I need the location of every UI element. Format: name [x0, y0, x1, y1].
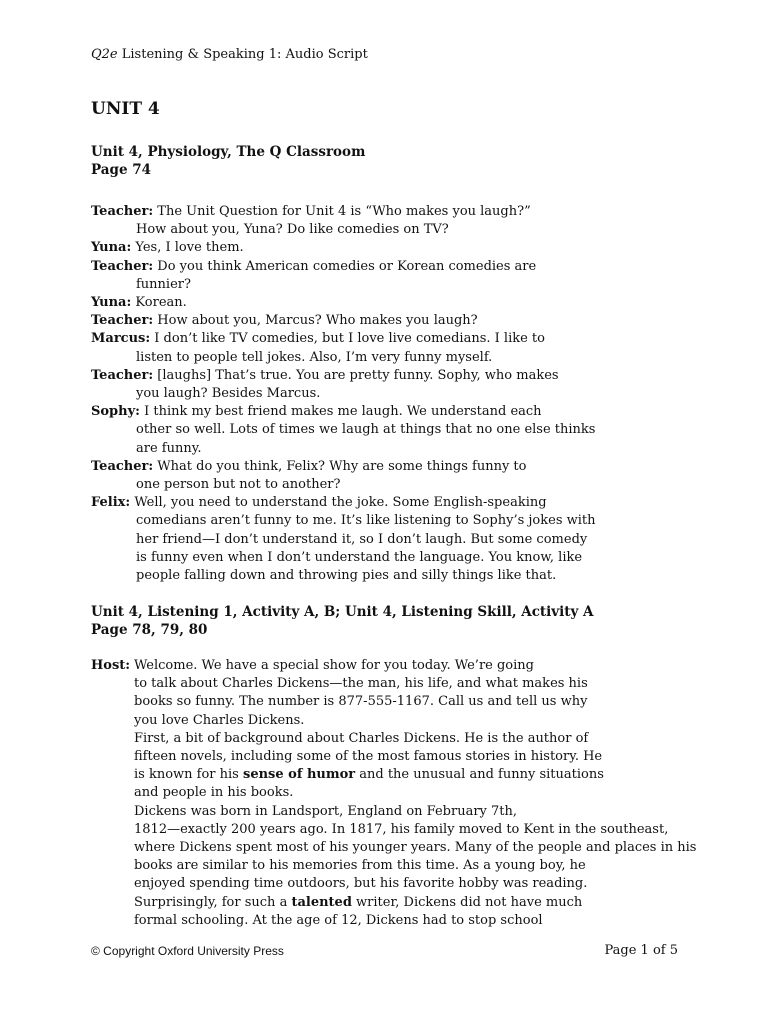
speaker-label: Marcus: [91, 331, 151, 347]
host-line [134, 748, 714, 766]
section2-title: Unit 4, Listening 1, Activity A, B; Unit 4, Listening Skill, Activity A [91, 604, 594, 620]
line-text: Dickens was born in Landsport, England on February 7th, [134, 803, 518, 819]
line-text: and the unusual and funny situations [355, 767, 604, 783]
turn-continuation: funnier? [136, 276, 191, 292]
speaker-label: Teacher: [91, 204, 154, 219]
turn-text: Do you think American comedies or Korean comedies are [153, 258, 537, 274]
line-text: Surprisingly, for such a [134, 894, 292, 910]
host-line [134, 766, 714, 784]
line-text: writer, Dickens did not have much [351, 894, 583, 910]
line-text: where Dickens spent most of his younger years. Many of the people and places in his [134, 840, 697, 856]
dialog-turn [91, 494, 701, 585]
turn-continuation: her friend—I don’t understand it, so I don’t laugh. But some comedy [136, 531, 588, 547]
copyright-footer: © Copyright Oxford University Press [91, 944, 284, 958]
dialog-turn [91, 203, 701, 239]
speaker-label: Yuna: [91, 240, 132, 256]
speaker-label: Teacher: [91, 258, 154, 274]
host-line [134, 821, 714, 839]
speaker-label: Teacher: [91, 367, 154, 383]
line-text: books are similar to his memories from this time. As a young boy, he [134, 858, 586, 874]
turn-continuation: other so well. Lots of times we laugh at things that no one else thinks [136, 422, 596, 438]
host-line [134, 912, 714, 930]
line-text: books so funny. The number is 877-555-1167. Call us and tell us why [134, 694, 588, 710]
turn-continuation: are funny. [136, 440, 202, 456]
section1-page: Page 74 [91, 162, 152, 179]
host-line [134, 675, 714, 693]
host-line [134, 657, 714, 675]
dialog-turn [91, 258, 701, 294]
host-line [134, 693, 714, 711]
section1-dialog [91, 203, 701, 585]
speaker-label: Felix: [91, 495, 131, 511]
line-text: formal schooling. At the age of 12, Dickens had to stop school [134, 912, 543, 928]
dialog-turn [91, 294, 701, 312]
bold-term: talented [291, 894, 352, 910]
turn-continuation: How about you, Yuna? Do like comedies on TV? [136, 222, 449, 238]
running-header [91, 46, 368, 64]
header-title: Listening & Speaking 1: Audio Script [117, 47, 368, 62]
turn-text: Well, you need to understand the joke. Some English-speaking [130, 495, 547, 511]
turn-text: I don’t like TV comedies, but I love live comedians. I like to [150, 331, 545, 347]
line-text: 1812—exactly 200 years ago. In 1817, his family moved to Kent in the southeast, [134, 821, 669, 837]
unit-title: UNIT 4 [91, 99, 160, 119]
turn-continuation: you laugh? Besides Marcus. [136, 386, 321, 402]
host-line [134, 839, 714, 857]
speaker-label: Host: [91, 658, 131, 673]
bold-term: sense of humor [243, 767, 356, 783]
dialog-turn [91, 330, 701, 366]
speaker-label: Yuna: [91, 295, 132, 311]
turn-text: The Unit Question for Unit 4 is “Who makes you laugh?” [153, 204, 531, 219]
host-line [134, 875, 714, 893]
line-text: Welcome. We have a special show for you today. We’re going [134, 658, 534, 673]
turn-text: How about you, Marcus? Who makes you laugh? [153, 313, 478, 329]
line-text: and people in his books. [134, 785, 294, 801]
turn-continuation: one person but not to another? [136, 477, 341, 493]
host-lines [134, 657, 714, 930]
section2-heading [91, 603, 594, 639]
dialog-turn [91, 367, 701, 403]
host-line [134, 803, 714, 821]
section1-title: Unit 4, Physiology, The Q Classroom [91, 144, 366, 160]
host-line [134, 730, 714, 748]
turn-text: [laughs] That’s true. You are pretty funny. Sophy, who makes [153, 367, 559, 383]
turn-continuation: listen to people tell jokes. Also, I’m very funny myself. [136, 349, 493, 365]
turn-text: What do you think, Felix? Why are some things funny to [153, 458, 527, 474]
host-line [134, 712, 714, 730]
section1-heading [91, 143, 365, 179]
line-text: fifteen novels, including some of the most famous stories in history. He [134, 749, 603, 765]
speaker-label: Teacher: [91, 458, 154, 474]
turn-text: I think my best friend makes me laugh. We understand each [139, 404, 542, 420]
turn-continuation: comedians aren’t funny to me. It’s like listening to Sophy’s jokes with [136, 513, 596, 529]
host-line [134, 894, 714, 912]
dialog-turn [91, 403, 701, 458]
host-line [134, 784, 714, 802]
turn-text: Korean. [131, 295, 187, 311]
page-number: Page 1 of 5 [604, 943, 678, 958]
section2-page: Page 78, 79, 80 [91, 622, 208, 639]
line-text: First, a bit of background about Charles Dickens. He is the author of [134, 730, 589, 746]
line-text: to talk about Charles Dickens—the man, his life, and what makes his [134, 676, 588, 692]
dialog-turn [91, 239, 701, 257]
line-text: enjoyed spending time outdoors, but his favorite hobby was reading. [134, 876, 588, 892]
line-text: is known for his [134, 767, 243, 783]
dialog-turn [91, 458, 701, 494]
turn-text: Yes, I love them. [131, 240, 244, 256]
series-name: Q2e [91, 47, 118, 62]
speaker-label: Teacher: [91, 313, 154, 329]
dialog-turn [91, 312, 701, 330]
host-line [134, 857, 714, 875]
line-text: you love Charles Dickens. [134, 712, 305, 728]
turn-continuation: is funny even when I don’t understand the language. You know, like [136, 549, 583, 565]
turn-continuation: people falling down and throwing pies and silly things like that. [136, 568, 557, 584]
speaker-label: Sophy: [91, 404, 140, 420]
